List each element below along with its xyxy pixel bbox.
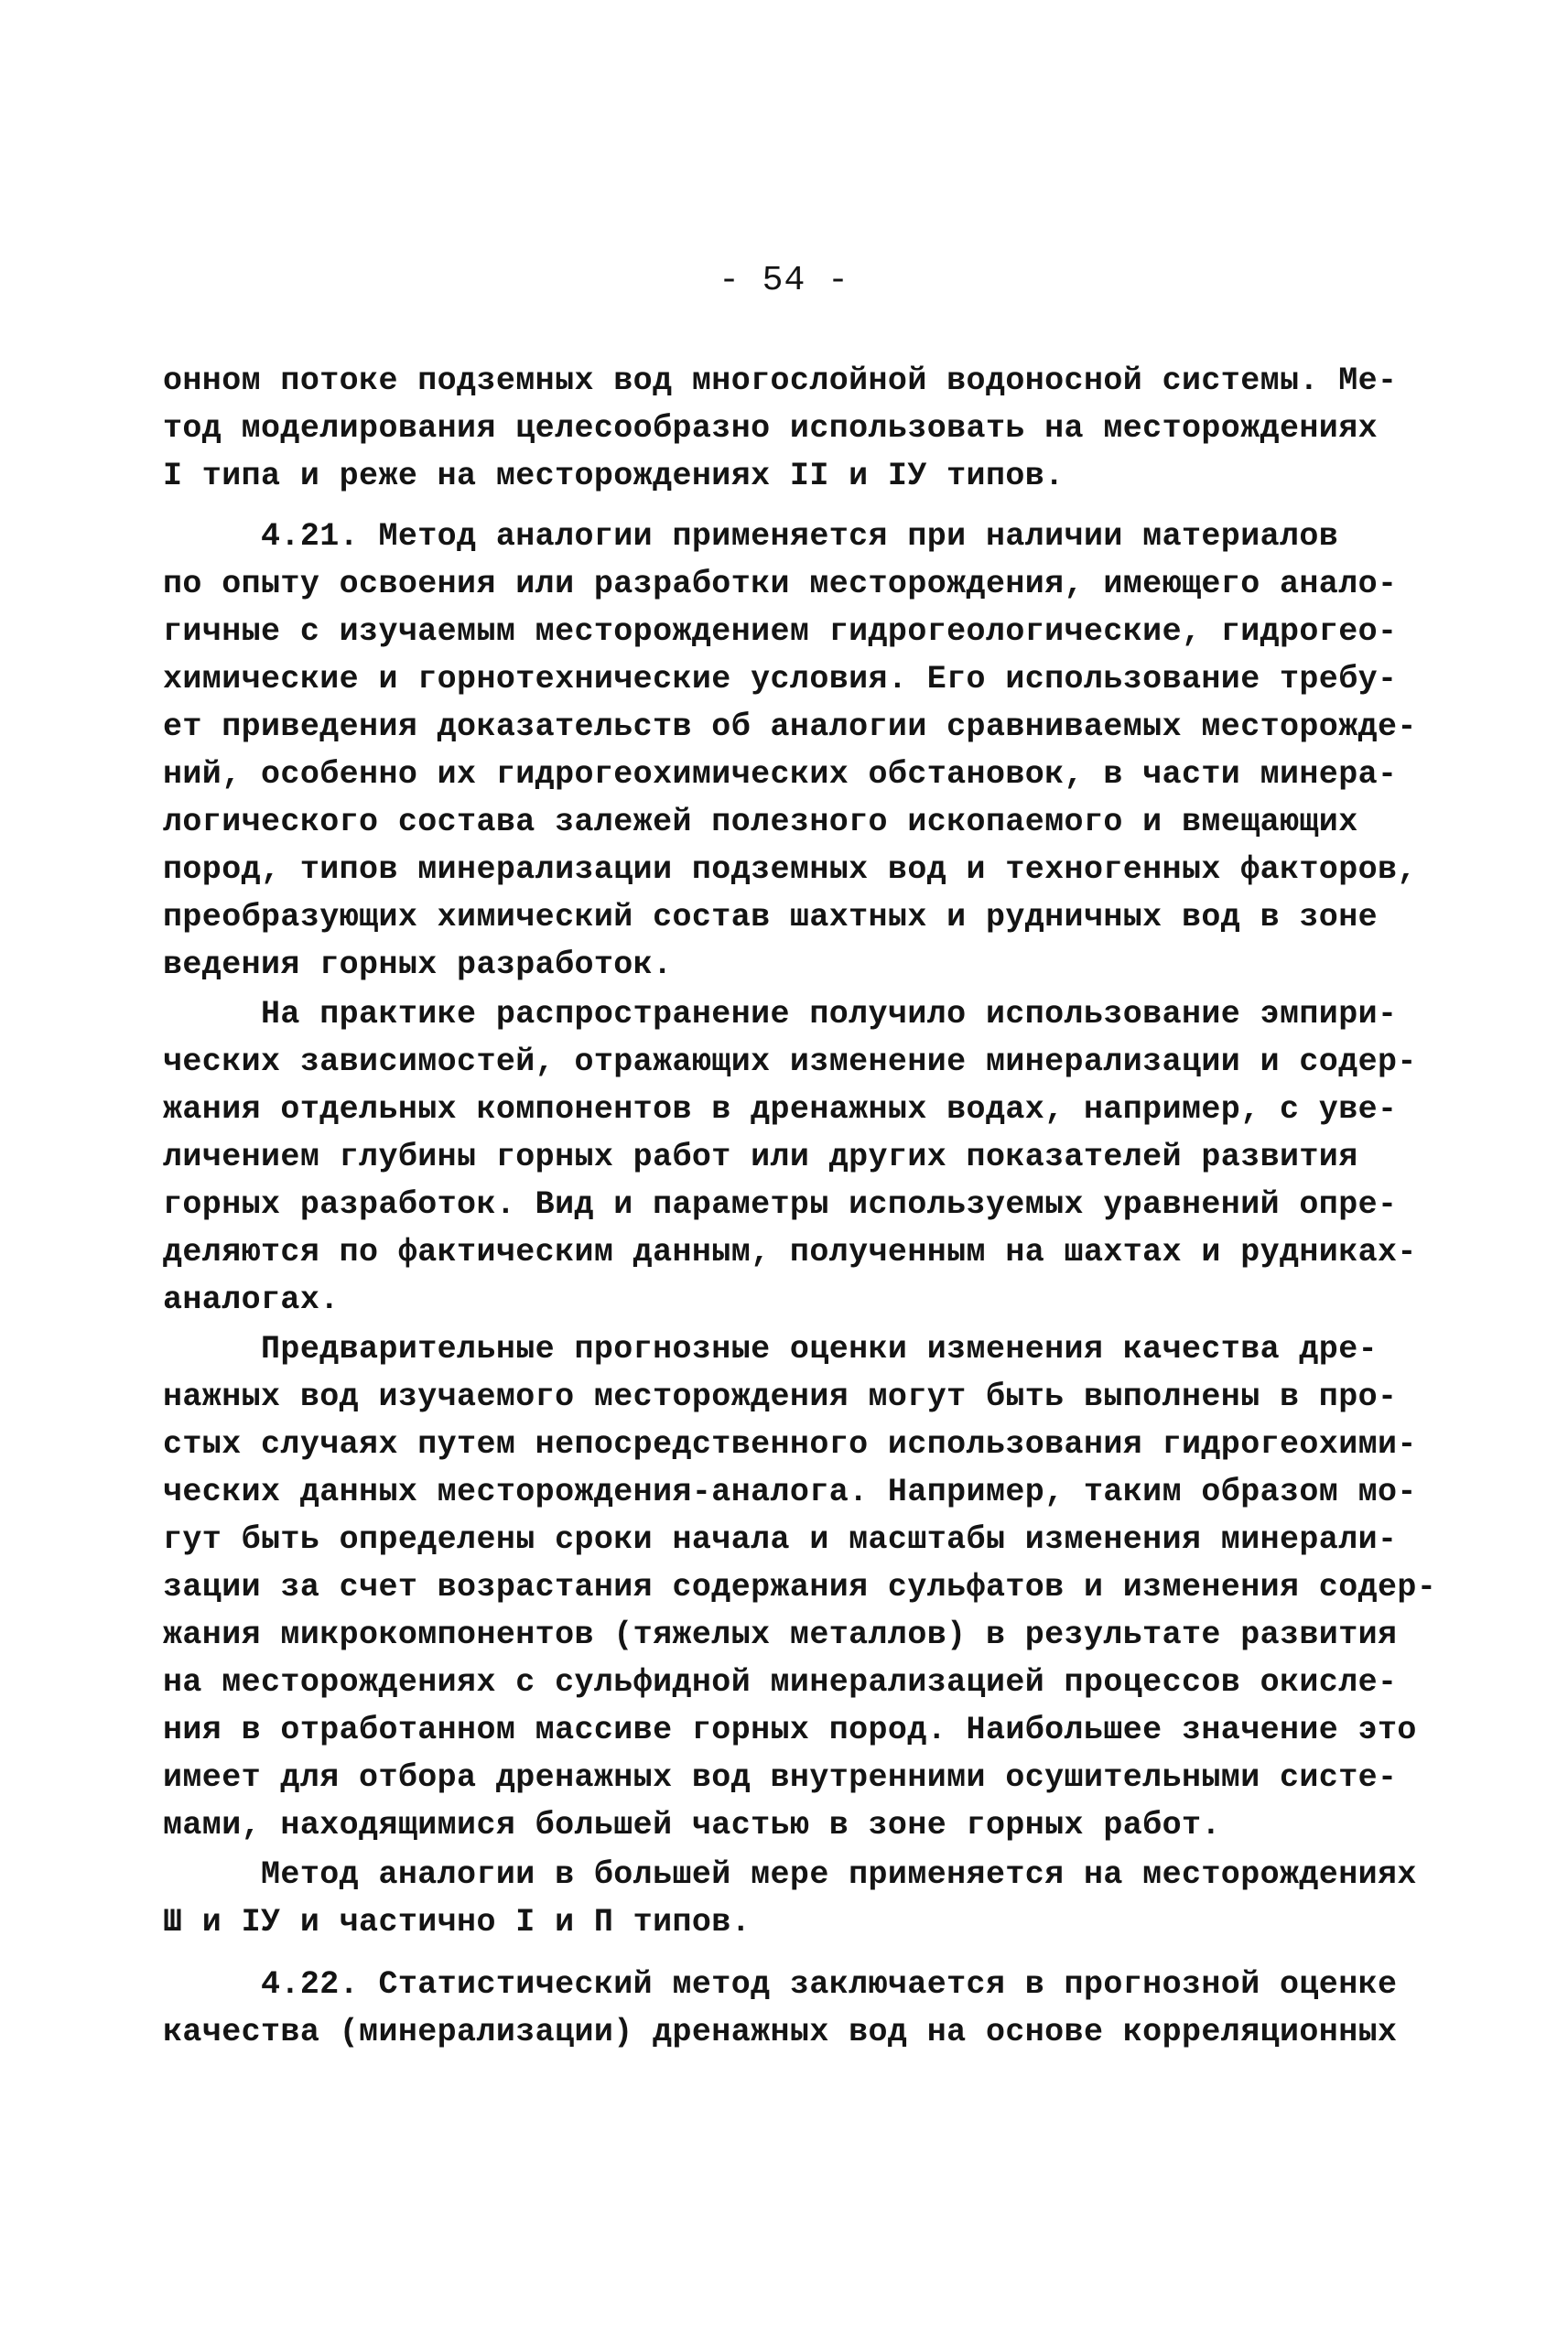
text-line: мами, находящимися большей частью в зоне горных работ.	[163, 1807, 1221, 1844]
text-line: Предварительные прогнозные оценки изменения качества дре-	[163, 1331, 1379, 1368]
text-line: по опыту освоения или разработки месторождения, имеющего анало-	[163, 566, 1398, 602]
text-line: На практике распространение получило использование эмпири-	[163, 996, 1398, 1033]
page-number: - 54 -	[719, 261, 849, 300]
text-line: жания микрокомпонентов (тяжелых металлов) в результате развития	[163, 1617, 1398, 1653]
text-line: преобразующих химический состав шахтных и рудничных вод в зоне	[163, 899, 1379, 935]
text-line: зации за счет возрастания содержания сульфатов и изменения содер-	[163, 1569, 1437, 1606]
text-line: логического состава залежей полезного ископаемого и вмещающих	[163, 804, 1358, 840]
text-line: на месторождениях с сульфидной минерализацией процессов окисле-	[163, 1664, 1398, 1701]
text-line: онном потоке подземных вод многослойной водоносной системы. Ме-	[163, 362, 1398, 399]
text-line: деляются по фактическим данным, полученным на шахтах и рудниках-	[163, 1234, 1417, 1271]
text-line: аналогах.	[163, 1281, 340, 1318]
text-line: качества (минерализации) дренажных вод на основе корреляционных	[163, 2014, 1398, 2050]
text-line: пород, типов минерализации подземных вод и техногенных факторов,	[163, 851, 1417, 888]
text-line: тод моделирования целесообразно использовать на месторождениях	[163, 410, 1379, 447]
text-line: личением глубины горных работ или других показателей развития	[163, 1139, 1358, 1175]
text-line: Метод аналогии в большей мере применяется на месторождениях	[163, 1856, 1417, 1893]
text-line: 4.21. Метод аналогии применяется при наличии материалов	[163, 518, 1339, 555]
text-line: нажных вод изучаемого месторождения могут быть выполнены в про-	[163, 1379, 1398, 1415]
text-line: ведения горных разработок.	[163, 946, 673, 983]
text-line: стых случаях путем непосредственного использования гидрогеохими-	[163, 1426, 1417, 1463]
text-line: гичные с изучаемым месторождением гидрогеологические, гидрогео-	[163, 613, 1398, 650]
text-line: ний, особенно их гидрогеохимических обстановок, в части минера-	[163, 756, 1398, 793]
text-line: имеет для отбора дренажных вод внутренними осушительными систе-	[163, 1759, 1398, 1796]
text-line: ния в отработанном массиве горных пород. Наибольшее значение это	[163, 1712, 1417, 1748]
text-line: 4.22. Статистический метод заключается в прогнозной оценке	[163, 1966, 1398, 2003]
text-line: Ш и IУ и частично I и П типов.	[163, 1904, 752, 1941]
text-line: ческих зависимостей, отражающих изменение минерализации и содер-	[163, 1044, 1417, 1080]
text-line: I типа и реже на месторождениях II и IУ типов.	[163, 458, 1065, 494]
text-line: жания отдельных компонентов в дренажных водах, например, с уве-	[163, 1091, 1398, 1128]
text-line: ет приведения доказательств об аналогии сравниваемых месторожде-	[163, 708, 1417, 745]
text-line: горных разработок. Вид и параметры используемых уравнений опре-	[163, 1186, 1398, 1223]
text-line: гут быть определены сроки начала и масштабы изменения минерали-	[163, 1521, 1398, 1558]
text-line: химические и горнотехнические условия. Его использование требу-	[163, 661, 1398, 698]
text-line: ческих данных месторождения-аналога. Например, таким образом мо-	[163, 1474, 1417, 1510]
